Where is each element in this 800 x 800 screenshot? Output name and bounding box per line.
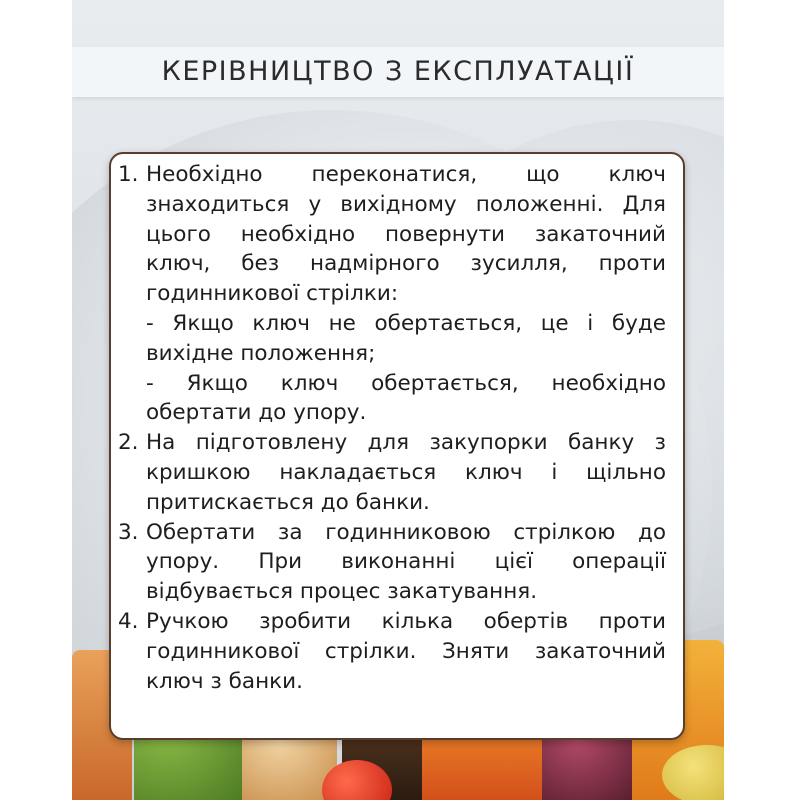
instruction-step-1: [118, 160, 666, 428]
step-text: Необхідно переконатися, що ключ знаходиться у вихідному положенні. Для цього необхідно повернути закаточний ключ, без надмірного зусилля, проти годинникової стрілки:: [146, 162, 666, 307]
step-sub-item: - Якщо ключ обертається, необхідно обертати до упору.: [146, 370, 666, 426]
step-number: 2.: [118, 430, 139, 456]
page-title: КЕРІВНИЦТВО З ЕКСПЛУАТАЦІЇ: [161, 56, 635, 87]
step-number: 3.: [118, 519, 139, 545]
instruction-step-3: [118, 518, 666, 607]
step-sub-item: - Якщо ключ не обертається, це і буде вихідне положення;: [146, 310, 666, 366]
instruction-step-4: [118, 607, 666, 696]
step-text: Ручкою зробити кілька обертів проти годинникової стрілки. Зняти закаточний ключ з банки.: [146, 608, 666, 694]
step-number: 1.: [118, 162, 139, 187]
instruction-step-2: [118, 428, 666, 517]
step-number: 4.: [118, 608, 139, 634]
step-text: Обертати за годинниковою стрілкою до упору. При виконанні цієї операції відбувається процес закатування.: [146, 519, 666, 605]
step-text: На підготовлену для закупорки банку з кришкою накладається ключ і щільно притискається до банки.: [146, 430, 666, 515]
instruction-steps-list: [118, 160, 666, 696]
